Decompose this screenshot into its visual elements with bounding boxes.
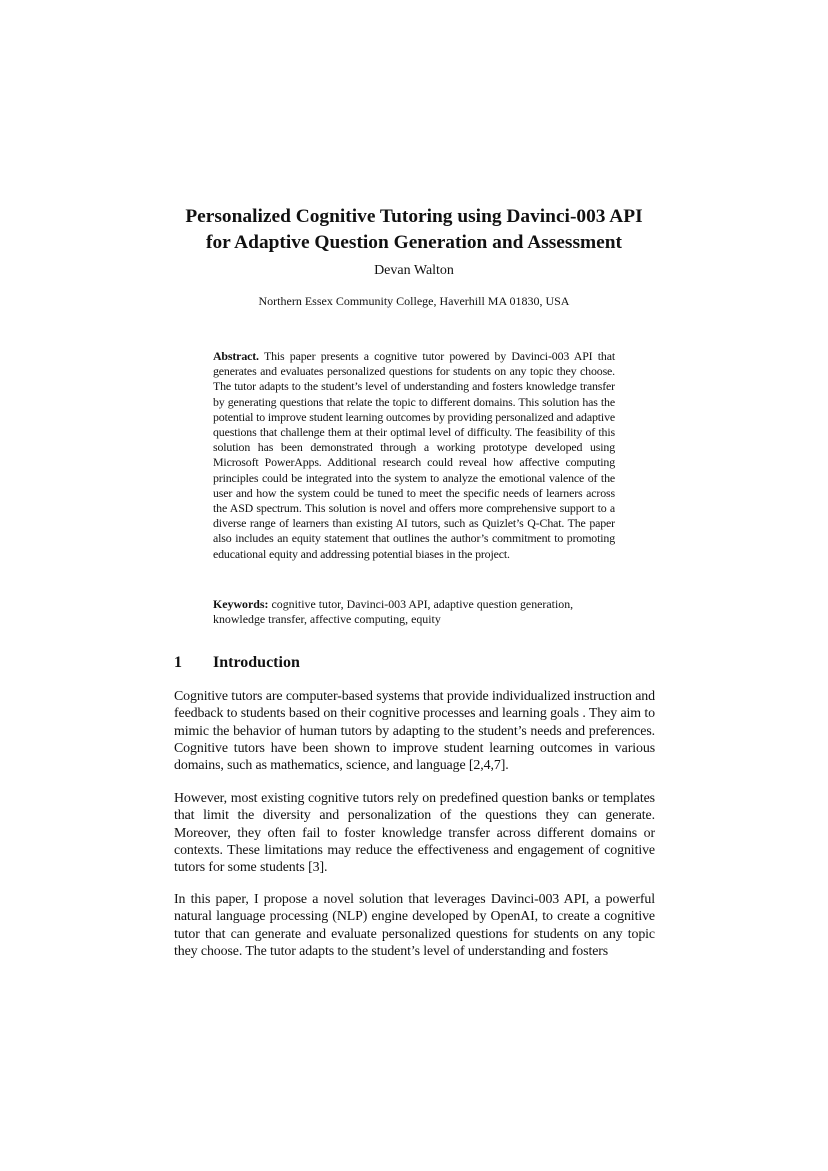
abstract-label: Abstract.	[213, 349, 259, 363]
intro-paragraph-1: Cognitive tutors are computer-based systems that provide individualized instruction and feedback to students based on their cognitive processes and learning goals . They aim to mimic the behavior of human tutors by adapting to the student’s needs and preferences. Cognitive tutors have been shown to improve student learning outcomes in various domains, such as mathematics, science, and language [2,4,7].	[174, 689, 655, 774]
keywords-text: cognitive tutor, Davinci-003 API, adaptive question generation, knowledge transfer, affective computing, equity	[213, 597, 574, 627]
paper-title-line-1: Personalized Cognitive Tutoring using Davinci-003 API	[185, 206, 643, 227]
section-title: Introduction	[213, 654, 300, 671]
keywords-label: Keywords:	[213, 597, 269, 611]
abstract-text: This paper presents a cognitive tutor powered by Davinci-003 API that generates and evaluates personalized questions for students on any topic they choose. The tutor adapts to the student’s level of understanding and fosters knowledge transfer by generating questions that relate the topic to different domains. This solution has the potential to improve student learning outcomes by providing personalized and adaptive questions that challenge them at their optimal level of difficulty. The feasibility of this solution has been demonstrated through a working prototype developed using Microsoft PowerApps. Additional research could reveal how affective computing principles could be integrated into the system to analyze the emotional valence of the user and how the system could be tuned to meet the specific needs of learners across the ASD spectrum. This solution is novel and offers more comprehensive support to a diverse range of learners than existing AI tutors, such as Quizlet’s Q-Chat. The paper also includes an equity statement that outlines the author’s commitment to promoting educational equity and addressing potential biases in the project.	[213, 349, 616, 561]
intro-paragraph-3: In this paper, I propose a novel solution that leverages Davinci-003 API, a powerful natural language processing (NLP) engine developed by OpenAI, to create a cognitive tutor that can generate and evaluate personalized questions for students on any topic they choose. The tutor adapts to the student’s level of understanding and fosters	[174, 892, 655, 959]
section-heading-introduction	[174, 653, 655, 673]
author-affiliation: Northern Essex Community College, Haverhill MA 01830, USA	[258, 294, 570, 308]
paper-title	[150, 204, 678, 256]
section-number: 1	[174, 654, 182, 671]
intro-paragraph-2: However, most existing cognitive tutors rely on predefined question banks or templates that limit the diversity and personalization of the questions they can generate. Moreover, they often fail to foster knowledge transfer across different domains or contexts. These limitations may reduce the effectiveness and engagement of cognitive tutors for some students [3].	[174, 791, 655, 876]
abstract	[213, 349, 615, 562]
keywords	[213, 597, 615, 627]
paper-title-line-2: for Adaptive Question Generation and Assessment	[205, 232, 623, 253]
author-name: Devan Walton	[374, 263, 454, 278]
